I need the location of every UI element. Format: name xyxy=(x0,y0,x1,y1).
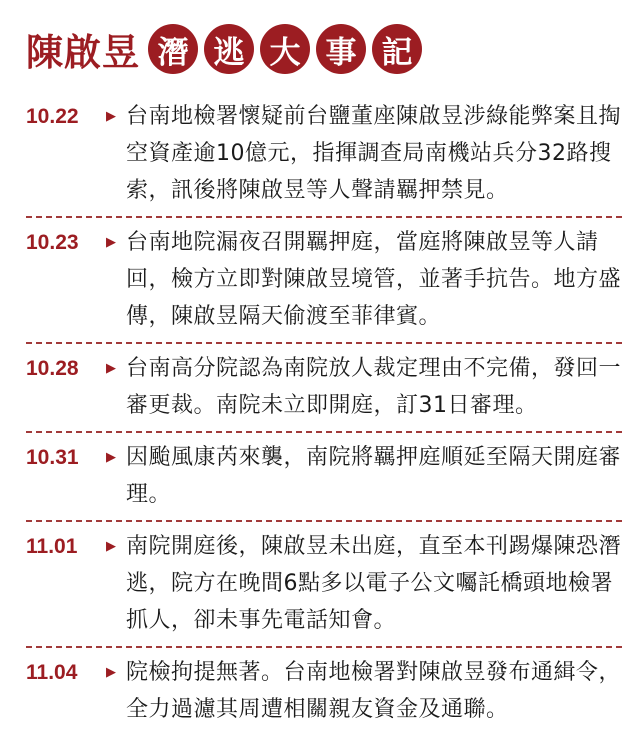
title-circle-char: 逃 xyxy=(204,24,254,74)
entry-text: 因颱風康芮來襲，南院將羈押庭順延至隔天開庭審理。 xyxy=(126,445,622,507)
triangle-right-icon: ▶ xyxy=(106,539,116,554)
triangle-right-icon: ▶ xyxy=(106,665,116,680)
timeline-entry xyxy=(26,92,622,218)
timeline-entry xyxy=(26,433,622,522)
title-header xyxy=(26,20,622,78)
title-circle-char: 事 xyxy=(316,24,366,74)
title-circles xyxy=(148,24,422,74)
entry-text: 南院開庭後，陳啟昱未出庭，直至本刊踢爆陳恐潛逃，院方在晚間6點多以電子公文囑託橋頭地檢署抓人，卻未事先電話知會。 xyxy=(126,534,622,633)
triangle-right-icon: ▶ xyxy=(106,235,116,250)
title-circle-char: 大 xyxy=(260,24,310,74)
title-circle-char: 記 xyxy=(372,24,422,74)
title-circle-char: 潛 xyxy=(148,24,198,74)
triangle-right-icon: ▶ xyxy=(106,361,116,376)
triangle-right-icon: ▶ xyxy=(106,450,116,465)
entry-text: 台南地檢署懷疑前台鹽董座陳啟昱涉綠能弊案且掏空資產逾10億元，指揮調查局南機站兵分32路搜索，訊後將陳啟昱等人聲請羈押禁見。 xyxy=(126,104,622,203)
entry-date: 10.22 xyxy=(26,105,79,128)
entry-text: 台南高分院認為南院放人裁定理由不完備，發回一審更裁。南院未立即開庭，訂31日審理。 xyxy=(126,356,622,418)
timeline-entry xyxy=(26,218,622,344)
entry-text: 院檢拘提無著。台南地檢署對陳啟昱發布通緝令，全力過濾其周遭相關親友資金及通聯。 xyxy=(126,660,622,722)
title-name: 陳啟昱 xyxy=(26,31,140,74)
entry-date: 10.31 xyxy=(26,446,79,469)
timeline-list xyxy=(26,92,622,735)
entry-date: 10.28 xyxy=(26,357,79,380)
timeline-entry xyxy=(26,522,622,648)
entry-text: 台南地院漏夜召開羈押庭，當庭將陳啟昱等人請回，檢方立即對陳啟昱境管，並著手抗告。地方盛傳，陳啟昱隔天偷渡至菲律賓。 xyxy=(126,230,622,329)
timeline-entry xyxy=(26,648,622,735)
entry-date: 11.01 xyxy=(26,535,78,558)
entry-date: 10.23 xyxy=(26,231,79,254)
entry-date: 11.04 xyxy=(26,661,78,684)
timeline-entry xyxy=(26,344,622,433)
triangle-right-icon: ▶ xyxy=(106,109,116,124)
